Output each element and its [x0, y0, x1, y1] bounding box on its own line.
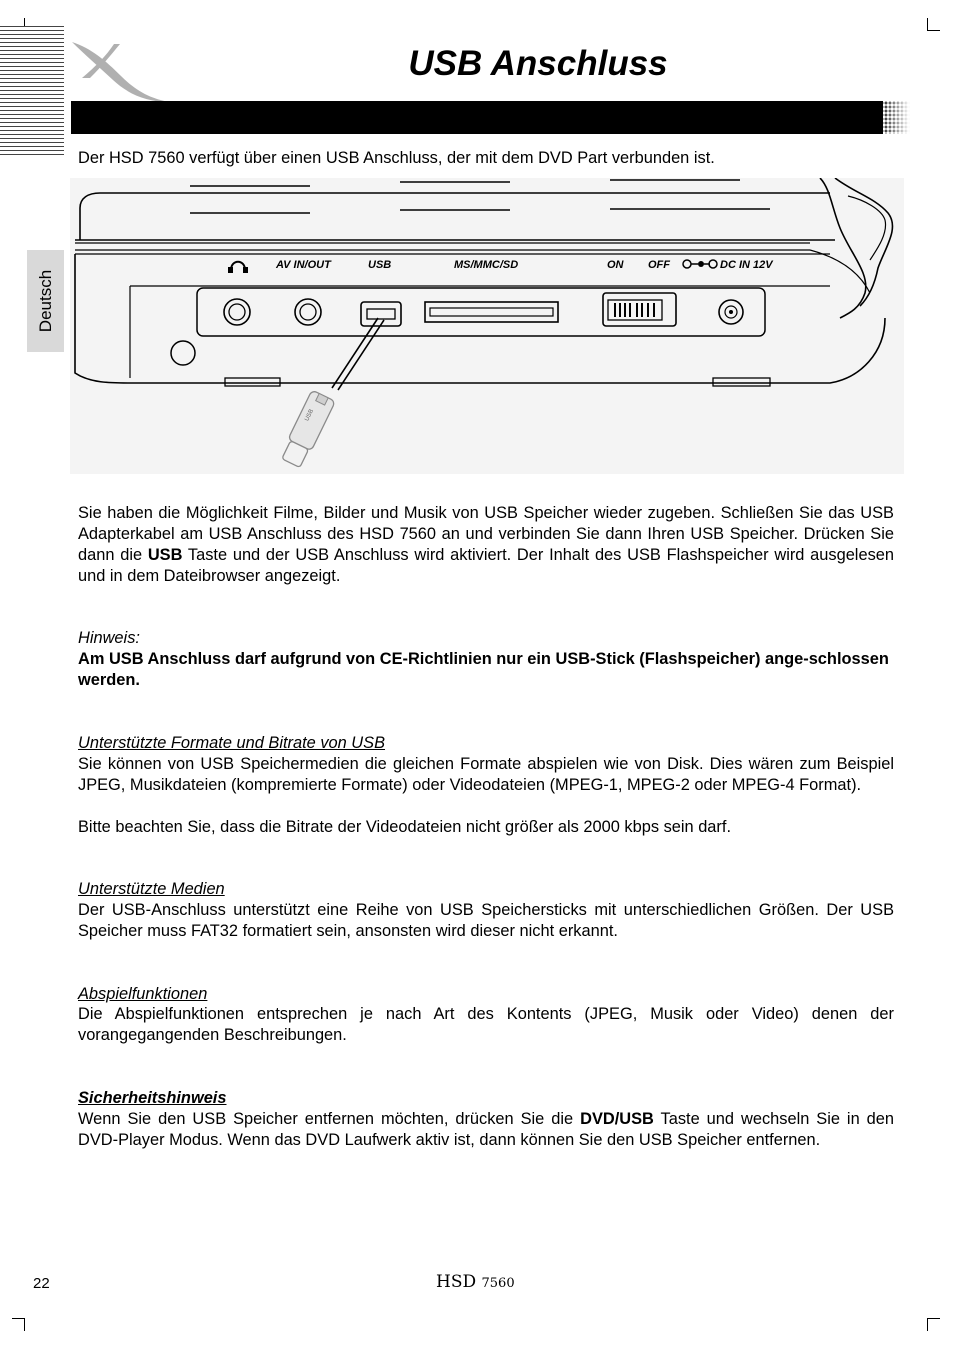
abspiel-heading: Abspielfunktionen [78, 985, 208, 1003]
sicherheit-part2: Taste und wechseln Sie in den DVD-Player Modus. Wenn das DVD Laufwerk aktiv ist, dann können Sie den USB Speicher entfernen. [78, 1110, 894, 1149]
bitrate-text: Bitte beachten Sie, dass die Bitrate der Videodateien nicht größer als 2000 kbps sein darf. [78, 818, 731, 836]
label-dc-in: DC IN 12V [720, 259, 773, 271]
device-diagram [70, 178, 904, 474]
page-title: USB Anschluss [408, 44, 668, 83]
language-tab [27, 250, 64, 352]
header-stripes [0, 26, 64, 158]
usb-key-name: USB [147, 546, 183, 564]
model-name [436, 1272, 515, 1292]
usb-description-part2: Taste und der USB Anschluss wird aktiviert. Der Inhalt des USB Flashspeicher wird ausgelesen und in dem Dateibrowser angezeigt. [78, 546, 894, 585]
usb-description [78, 503, 894, 587]
label-ms-mmc-sd: MS/MMC/SD [454, 259, 519, 271]
crop-mark-bottom-right [927, 1318, 940, 1331]
crop-mark-bottom-left [12, 1318, 25, 1331]
dvd-usb-key-name: DVD/USB [580, 1110, 654, 1128]
formats-text: Sie können von USB Speichermedien die gleichen Formate abspielen wie von Disk. Dies wären zum Beispiel JPEG, Musikdateien (kompremierte Formate) oder Videodateien (MPEG-1, MPEG-2 oder MPEG-4 Format). [78, 755, 894, 794]
sicherheit-text [78, 1109, 894, 1151]
model-number: 7560 [481, 1276, 515, 1291]
usb-stick-text: USB [304, 408, 316, 423]
label-off: OFF [648, 259, 670, 271]
label-on: ON [607, 259, 624, 271]
hinweis-text: Am USB Anschluss darf aufgrund von CE-Richtlinien nur ein USB-Stick (Flashspeicher) ange-schlossen werden. [78, 650, 889, 689]
header-dots [868, 101, 910, 134]
model-main: HSD [436, 1272, 477, 1292]
label-av-in-out: AV IN/OUT [276, 259, 331, 271]
label-usb: USB [368, 259, 392, 271]
sicherheit-heading: Sicherheitshinweis [78, 1089, 227, 1107]
brand-logo [66, 36, 176, 106]
formats-heading: Unterstützte Formate und Bitrate von USB [78, 734, 386, 752]
usb-description-part1: Sie haben die Möglichkeit Filme, Bilder und Musik von USB Speicher wieder zugeben. Schließen Sie das USB Adapterkabel am USB Anschluss des HSD 7560 an und verbinden Sie dann Ihren USB Speicher. Drücken Sie dann die [78, 504, 894, 564]
crop-mark-top-right [927, 18, 940, 31]
medien-heading: Unterstützte Medien [78, 880, 225, 898]
medien-text: Der USB-Anschluss unterstützt eine Reihe von USB Speichersticks mit unterschiedlichen Größen. Der USB Speicher muss FAT32 formatiert sein, ansonsten wird dieser nicht erkannt. [78, 901, 894, 940]
page-number: 22 [33, 1275, 50, 1292]
sicherheit-part1: Wenn Sie den USB Speicher entfernen möchten, drücken Sie die [78, 1110, 581, 1128]
abspiel-text: Die Abspielfunktionen entsprechen je nach Art des Kontents (JPEG, Musik oder Video) denen der vorangegangenden Beschreibungen. [78, 1005, 894, 1044]
hinweis-label: Hinweis: [78, 629, 140, 647]
header-bar [71, 101, 883, 134]
intro-text: Der HSD 7560 verfügt über einen USB Anschluss, der mit dem DVD Part verbunden ist. [78, 149, 715, 167]
language-tab-label: Deutsch [35, 269, 55, 333]
